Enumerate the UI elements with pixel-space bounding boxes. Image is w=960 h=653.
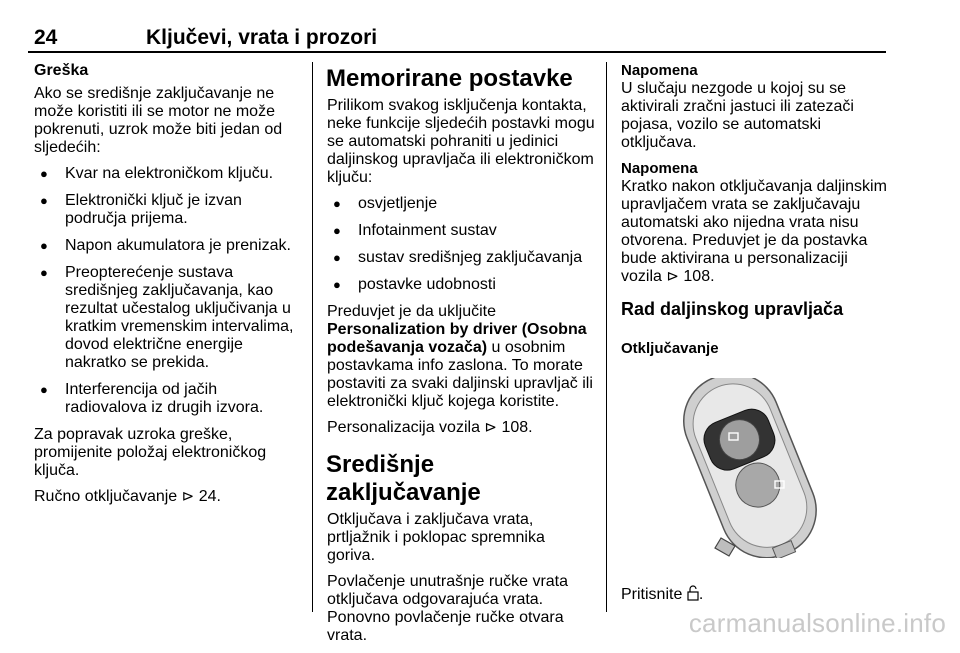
page-number: 24 <box>34 26 58 49</box>
note-title: Napomena <box>621 62 698 79</box>
personalization-text: u osobnim postavkama info zaslona. To morate postaviti za svaki daljinski upravljač ili elektronički ključ kojega koristite. <box>327 339 593 410</box>
section-heading-central-locking: Središnje zaključavanje <box>326 451 481 506</box>
reference-page: 108. <box>501 419 533 436</box>
press-instruction: Pritisnite . <box>621 586 704 603</box>
list-item: ● Napon akumulatora je prenizak. <box>34 237 299 255</box>
list-item: ● Kvar na elektroničkom ključu. <box>34 165 299 183</box>
reference-text: Personalizacija vozila <box>327 419 480 436</box>
memorized-intro: Prilikom svakog isključenja kontakta, neke funkcije sljedećih postavki mogu se automatski pohraniti u jedinici daljinskog upravljača ili elektroničkom ključu: <box>327 97 595 186</box>
list-item: ● Infotainment sustav <box>327 222 595 240</box>
page-title: Ključevi, vrata i prozori <box>146 26 378 49</box>
section-heading-remote-control: Rad daljinskog upravljača <box>621 299 844 319</box>
page-reference-arrow-icon: ⊳ <box>484 419 497 436</box>
settings-list <box>327 195 595 294</box>
key-fob-illustration <box>671 378 833 558</box>
note-title: Napomena <box>621 160 698 177</box>
section-heading-fault: Greška <box>34 62 89 79</box>
list-item: ● osvjetljenje <box>327 195 595 213</box>
note-text <box>621 178 889 286</box>
manual-unlock-reference <box>34 488 299 506</box>
personalization-paragraph <box>327 303 595 411</box>
page-reference-arrow-icon: ⊳ <box>666 268 679 285</box>
list-item: ● Preopterećenje sustava središnjeg zaključavanja, kao rezultat učestalog uključivanja u kratkim vremenskim intervalima, dovod električne energije nakratko se prekida. <box>34 264 299 372</box>
list-item: ● Interferencija od jačih radiovalova iz drugih izvora. <box>34 381 299 417</box>
fault-intro: Ako se središnje zaključavanje ne može koristiti ili se motor ne može pokrenuti, uzrok može biti jedan od sljedećih: <box>34 85 283 156</box>
press-text: Pritisnite <box>621 586 683 603</box>
note-text: U slučaju nezgode u kojoj su se aktivirali zračni jastuci ili zatezači pojasa, vozilo se automatski otključava. <box>621 80 854 151</box>
personalization-reference <box>327 419 595 437</box>
header-divider <box>28 51 886 53</box>
page-header <box>28 26 888 52</box>
column-3 <box>621 62 889 358</box>
list-item: ● Elektronički ključ je izvan područja prijema. <box>34 192 299 228</box>
personalization-menu-name: Personalization by driver (Osobna podešavanja vozača) <box>327 321 587 356</box>
central-locking-para-1: Otključava i zaključava vrata, prtljažnik i poklopac spremnika goriva. <box>327 511 545 564</box>
reference-text: Ručno otključavanje <box>34 488 178 505</box>
fault-outro: Za popravak uzroka greške, promijenite položaj elektroničkog ključa. <box>34 426 267 479</box>
prerequisite-text: Preduvjet je da uključite <box>327 303 496 320</box>
column-2 <box>327 62 595 653</box>
column-divider-1 <box>312 62 313 612</box>
reference-page: 108. <box>683 268 715 285</box>
section-heading-memorized-settings: Memorirane postavke <box>326 65 573 92</box>
list-item: ● postavke udobnosti <box>327 276 595 294</box>
column-divider-2 <box>606 62 607 612</box>
watermark: carmanualsonline.info <box>688 608 946 638</box>
reference-page: 24. <box>198 488 221 505</box>
note-body: Kratko nakon otključavanja daljinskim upravljačem vrata se zaključavaju automatski ako nijedna vrata nisu otvorena. Preduvjet je da postavka bude aktivirana u personalizaciji vozila <box>621 178 887 285</box>
column-1 <box>34 62 299 514</box>
list-item: ● sustav središnjeg zaključavanja <box>327 249 595 267</box>
fault-list <box>34 165 299 417</box>
page-reference-arrow-icon: ⊳ <box>181 488 195 505</box>
central-locking-para-2: Povlačenje unutrašnje ručke vrata otključava odgovarajuća vrata. Ponovno povlačenje ručke otvara vrata. <box>327 573 569 644</box>
subheading-unlocking: Otključavanje <box>621 340 719 357</box>
unlock-icon <box>687 585 699 601</box>
